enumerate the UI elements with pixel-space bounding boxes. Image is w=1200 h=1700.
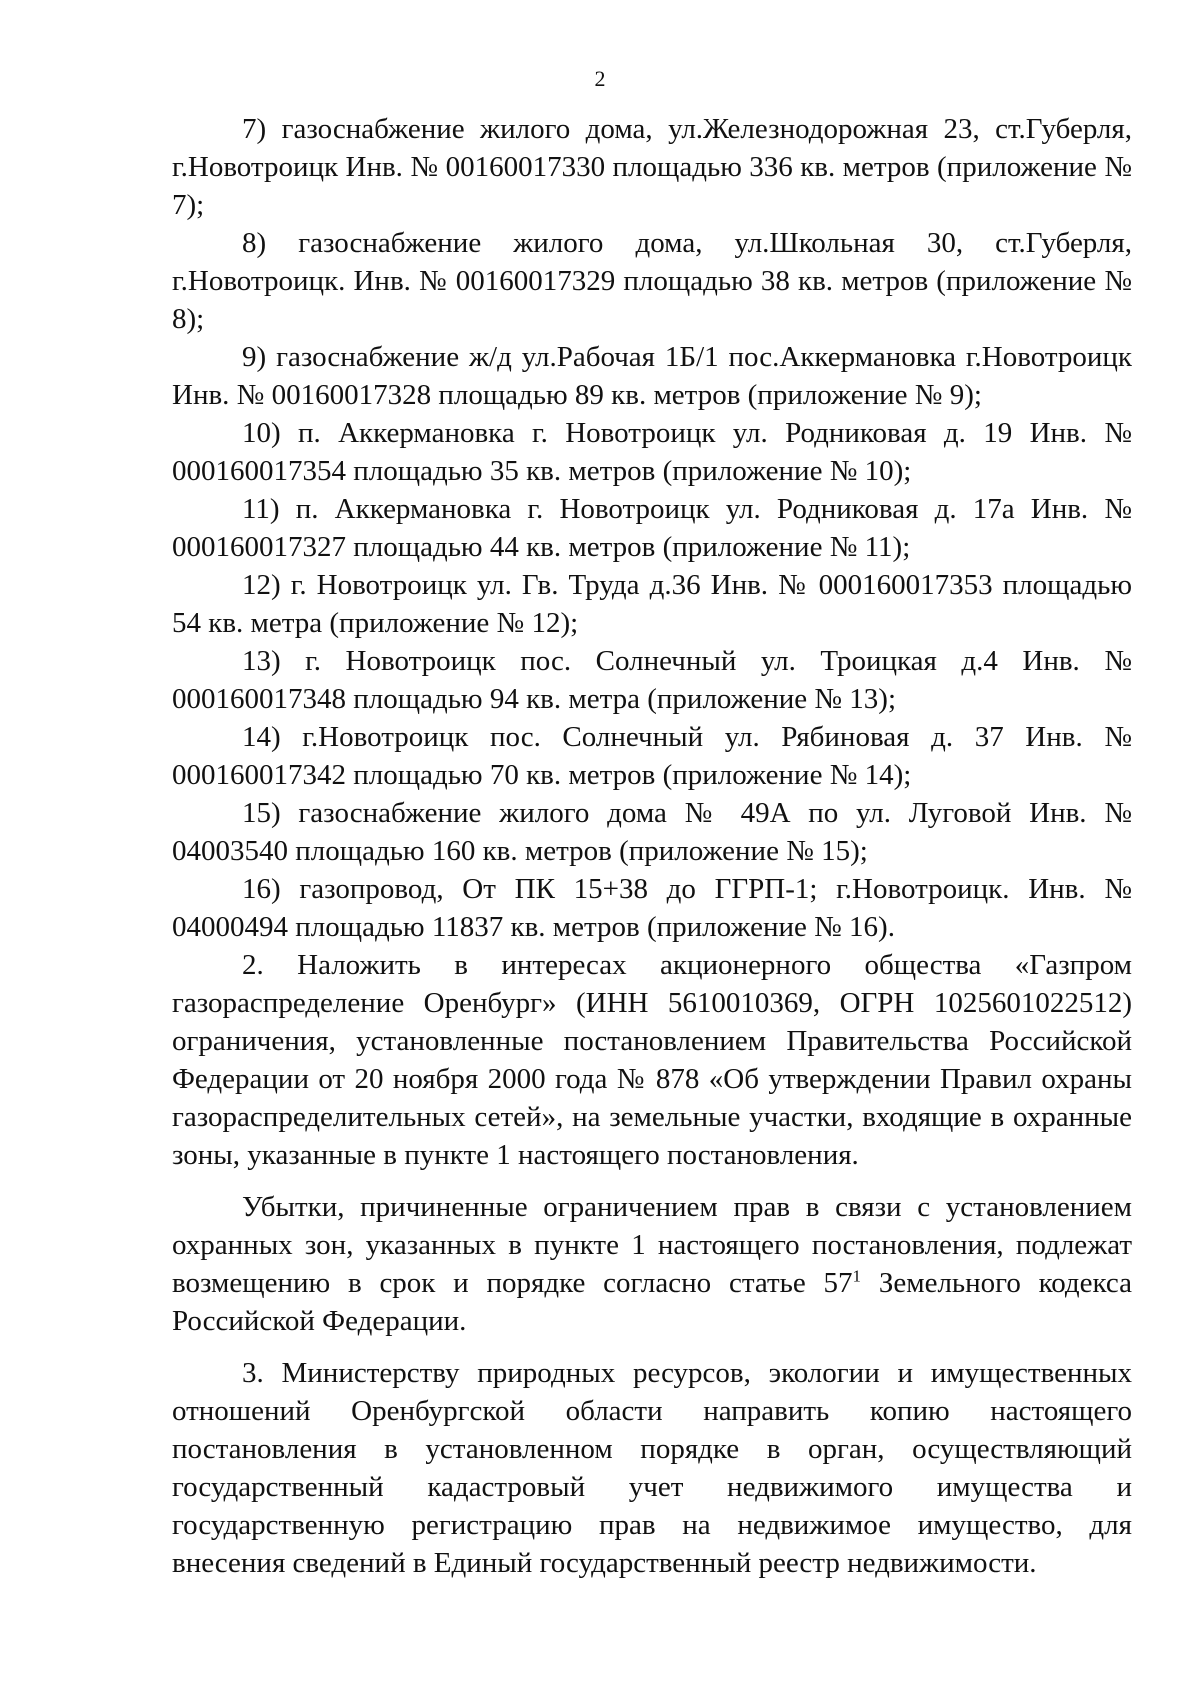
list-item-15: 15) газоснабжение жилого дома № 49А по ул. Луговой Инв. № 04003540 площадью 160 кв. метров (приложение № 15); (172, 797, 1132, 867)
paragraph-point-3: 3. Министерству природных ресурсов, экологии и имущественных отношений Оренбургской области направить копию настоящего постановления в установленном порядке в орган, осуществляющий государственный кадастровый учет недвижимого имущества и государственную регистрацию прав на недвижимое имущество, для внесения сведений в Единый государственный реестр недвижимости. (172, 1357, 1132, 1579)
losses-text-before: Убытки, причиненные ограничением прав в связи с установлением охранных зон, указанных в пункте 1 настоящего постановления, подлежат возмещению в срок и порядке согласно статье 57 (172, 1191, 1132, 1299)
list-item-10: 10) п. Аккермановка г. Новотроицк ул. Родниковая д. 19 Инв. № 000160017354 площадью 35 кв. метров (приложение № 10); (172, 417, 1132, 487)
list-item-14: 14) г.Новотроицк пос. Солнечный ул. Рябиновая д. 37 Инв. № 000160017342 площадью 70 кв. метров (приложение № 14); (172, 721, 1132, 791)
list-item-9: 9) газоснабжение ж/д ул.Рабочая 1Б/1 пос.Аккермановка г.Новотроицк Инв. № 00160017328 площадью 89 кв. метров (приложение № 9); (172, 341, 1132, 411)
list-item-13: 13) г. Новотроицк пос. Солнечный ул. Троицкая д.4 Инв. № 000160017348 площадью 94 кв. метра (приложение № 13); (172, 645, 1132, 715)
list-item-7: 7) газоснабжение жилого дома, ул.Железнодорожная 23, ст.Губерля, г.Новотроицк Инв. № 00160017330 площадью 336 кв. метров (приложение № 7); (172, 113, 1132, 221)
paragraph-losses (172, 1188, 1132, 1340)
list-item-16: 16) газопровод, От ПК 15+38 до ГГРП-1; г.Новотроицк. Инв. № 04000494 площадью 11837 кв. метров (приложение № 16). (172, 873, 1132, 943)
paragraph-point-2: 2. Наложить в интересах акционерного общества «Газпром газораспределение Оренбург» (ИНН 5610010369, ОГРН 1025601022512) ограничения, установленные постановлением Правительства Российской Федерации от 20 ноября 2000 года № 878 «Об утверждении Правил охраны газораспределительных сетей», на земельные участки, входящие в охранные зоны, указанные в пункте 1 настоящего постановления. (172, 949, 1132, 1171)
document-body (172, 110, 1132, 1582)
losses-text-after: Земельного кодекса Российской Федерации. (172, 1267, 1132, 1337)
article-superscript: 1 (852, 1266, 862, 1286)
list-item-8: 8) газоснабжение жилого дома, ул.Школьная 30, ст.Губерля, г.Новотроицк. Инв. № 00160017329 площадью 38 кв. метров (приложение № 8); (172, 227, 1132, 335)
page-number: 2 (594, 66, 606, 91)
list-item-12: 12) г. Новотроицк ул. Гв. Труда д.36 Инв. № 000160017353 площадью 54 кв. метра (приложение № 12); (172, 569, 1132, 639)
list-item-11: 11) п. Аккермановка г. Новотроицк ул. Родниковая д. 17а Инв. № 000160017327 площадью 44 кв. метров (приложение № 11); (172, 493, 1132, 563)
